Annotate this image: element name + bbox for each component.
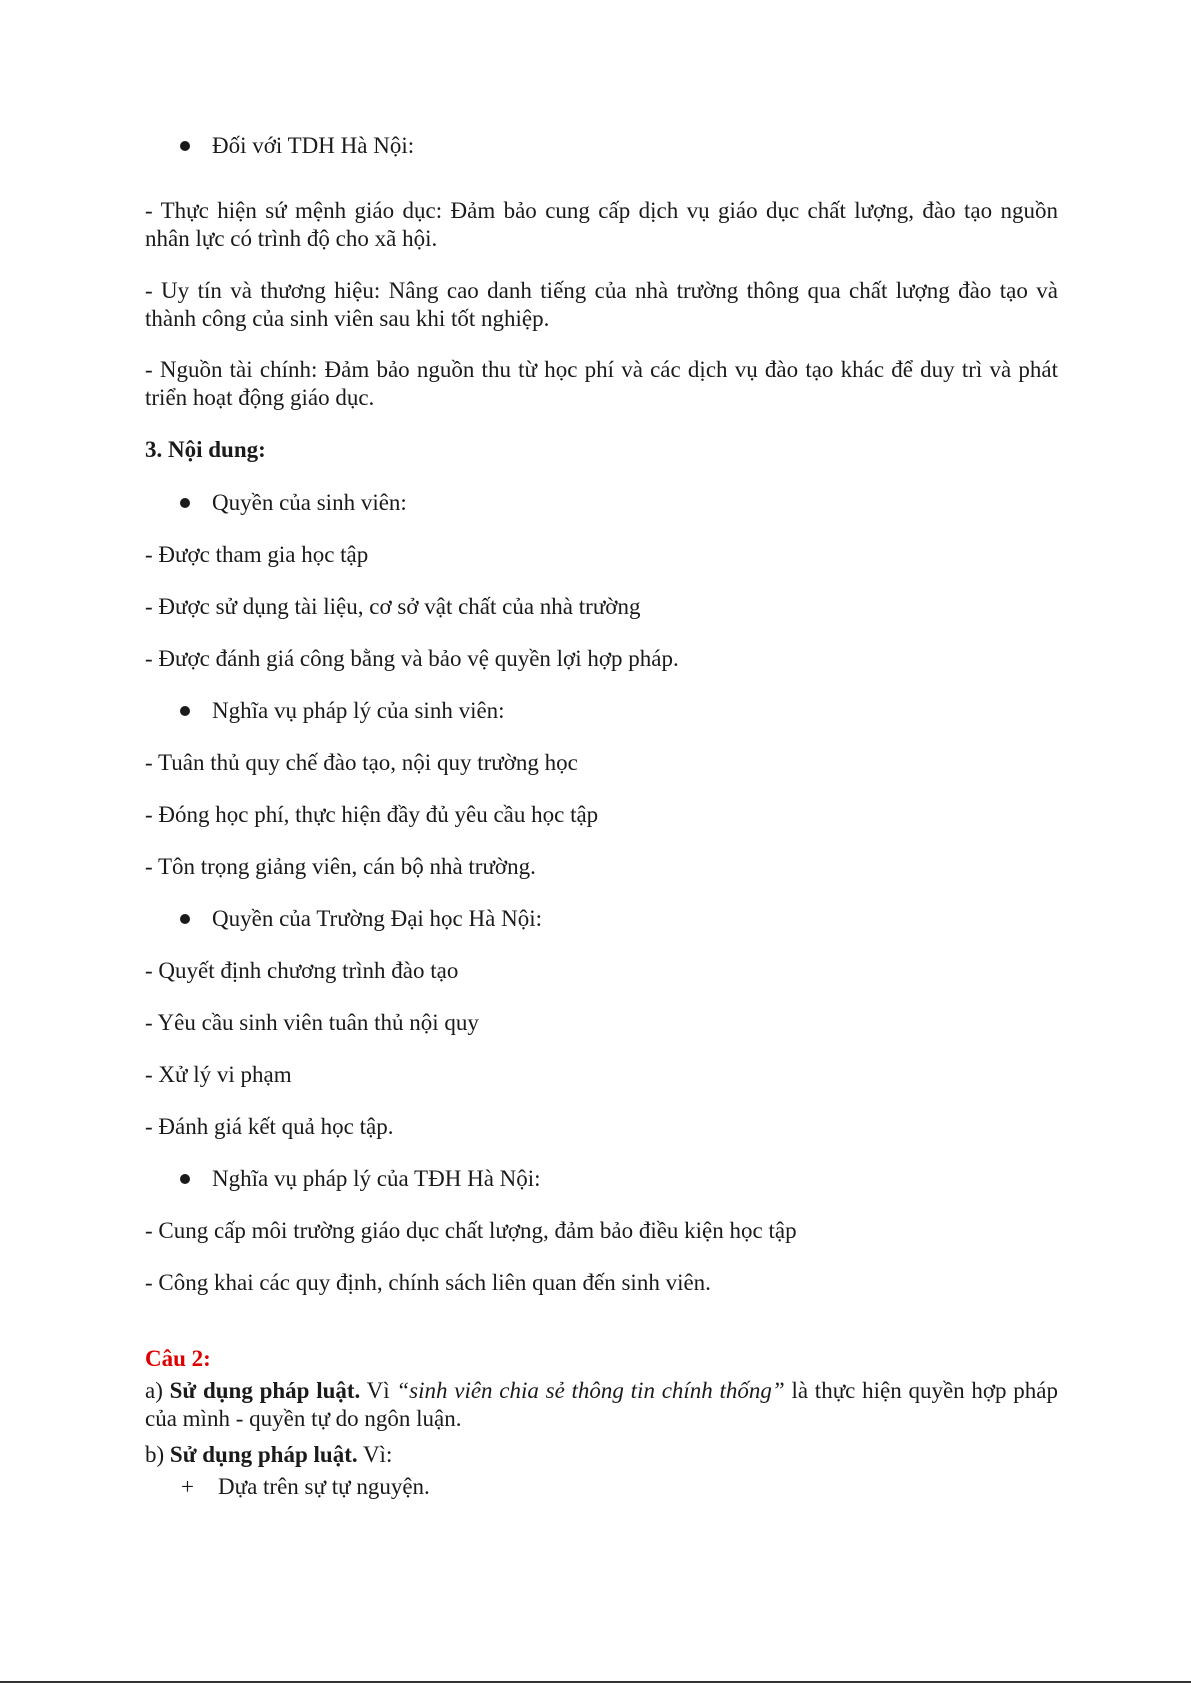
answer-a (145, 1377, 1058, 1433)
list-item: - Được tham gia học tập (145, 542, 369, 567)
paragraph-reputation: - Uy tín và thương hiệu: Nâng cao danh tiếng của nhà trường thông qua chất lượng đào tạo và thành công của sinh viên sau khi tốt nghiệp. (145, 278, 1058, 331)
answer-a-prefix: a) (145, 1378, 170, 1403)
list-item: - Tôn trọng giảng viên, cán bộ nhà trường. (145, 854, 536, 879)
list-item: - Được sử dụng tài liệu, cơ sở vật chất của nhà trường (145, 594, 641, 619)
answer-b-bold: Sử dụng pháp luật. (169, 1442, 358, 1467)
list-item: - Cung cấp môi trường giáo dục chất lượng, đảm bảo điều kiện học tập (145, 1218, 797, 1243)
answer-b-rest: Vì: (357, 1442, 393, 1467)
plus-item-text: Dựa trên sự tự nguyện. (218, 1474, 430, 1499)
list-item: - Quyết định chương trình đào tạo (145, 958, 459, 983)
bullet-item-school-rights (180, 905, 542, 933)
answer-b (145, 1441, 1058, 1469)
plus-list-item (181, 1473, 430, 1501)
bullet-item-student-duties (180, 697, 505, 725)
paragraph-mission: - Thực hiện sứ mệnh giáo dục: Đảm bảo cung cấp dịch vụ giáo dục chất lượng, đào tạo nguồn nhân lực có trình độ cho xã hội. (145, 198, 1058, 251)
answer-a-quote: “sinh viên chia sẻ thông tin chính thống” (396, 1378, 785, 1403)
section-heading-content: 3. Nội dung: (145, 437, 266, 462)
answer-b-prefix: b) (145, 1442, 170, 1467)
list-item: - Đánh giá kết quả học tập. (145, 1114, 394, 1139)
list-item: - Xử lý vi phạm (145, 1062, 292, 1087)
bullet-icon (180, 141, 190, 151)
bullet-text: Nghĩa vụ pháp lý của TĐH Hà Nội: (212, 1166, 541, 1191)
bullet-icon (180, 914, 190, 924)
answer-a-rest: là thực hiện quyền hợp pháp của mình - quyền tự do ngôn luận. (145, 1378, 1059, 1431)
plus-icon: + (181, 1474, 194, 1499)
bullet-item-student-rights (180, 489, 407, 517)
bullet-icon (180, 1174, 190, 1184)
bullet-text: Đối với TDH Hà Nội: (212, 133, 415, 158)
list-item: - Được đánh giá công bằng và bảo vệ quyền lợi hợp pháp. (145, 646, 679, 671)
list-item: - Tuân thủ quy chế đào tạo, nội quy trường học (145, 750, 578, 775)
bullet-text: Nghĩa vụ pháp lý của sinh viên: (212, 698, 505, 723)
answer-a-bold: Sử dụng pháp luật. (169, 1378, 361, 1403)
page-bottom-rule (0, 1681, 1191, 1683)
bullet-text: Quyền của Trường Đại học Hà Nội: (212, 906, 542, 931)
bullet-text: Quyền của sinh viên: (212, 490, 407, 515)
paragraph-finance: - Nguồn tài chính: Đảm bảo nguồn thu từ học phí và các dịch vụ đào tạo khác để duy trì và phát triển hoạt động giáo dục. (145, 357, 1058, 410)
list-item: - Yêu cầu sinh viên tuân thủ nội quy (145, 1010, 479, 1035)
question-heading: Câu 2: (145, 1346, 211, 1371)
bullet-item-tdh (180, 132, 414, 160)
bullet-icon (180, 498, 190, 508)
list-item: - Công khai các quy định, chính sách liên quan đến sinh viên. (145, 1270, 711, 1295)
answer-a-vi: Vì (360, 1378, 397, 1403)
bullet-icon (180, 706, 190, 716)
list-item: - Đóng học phí, thực hiện đầy đủ yêu cầu học tập (145, 802, 599, 827)
bullet-item-school-duties (180, 1165, 541, 1193)
